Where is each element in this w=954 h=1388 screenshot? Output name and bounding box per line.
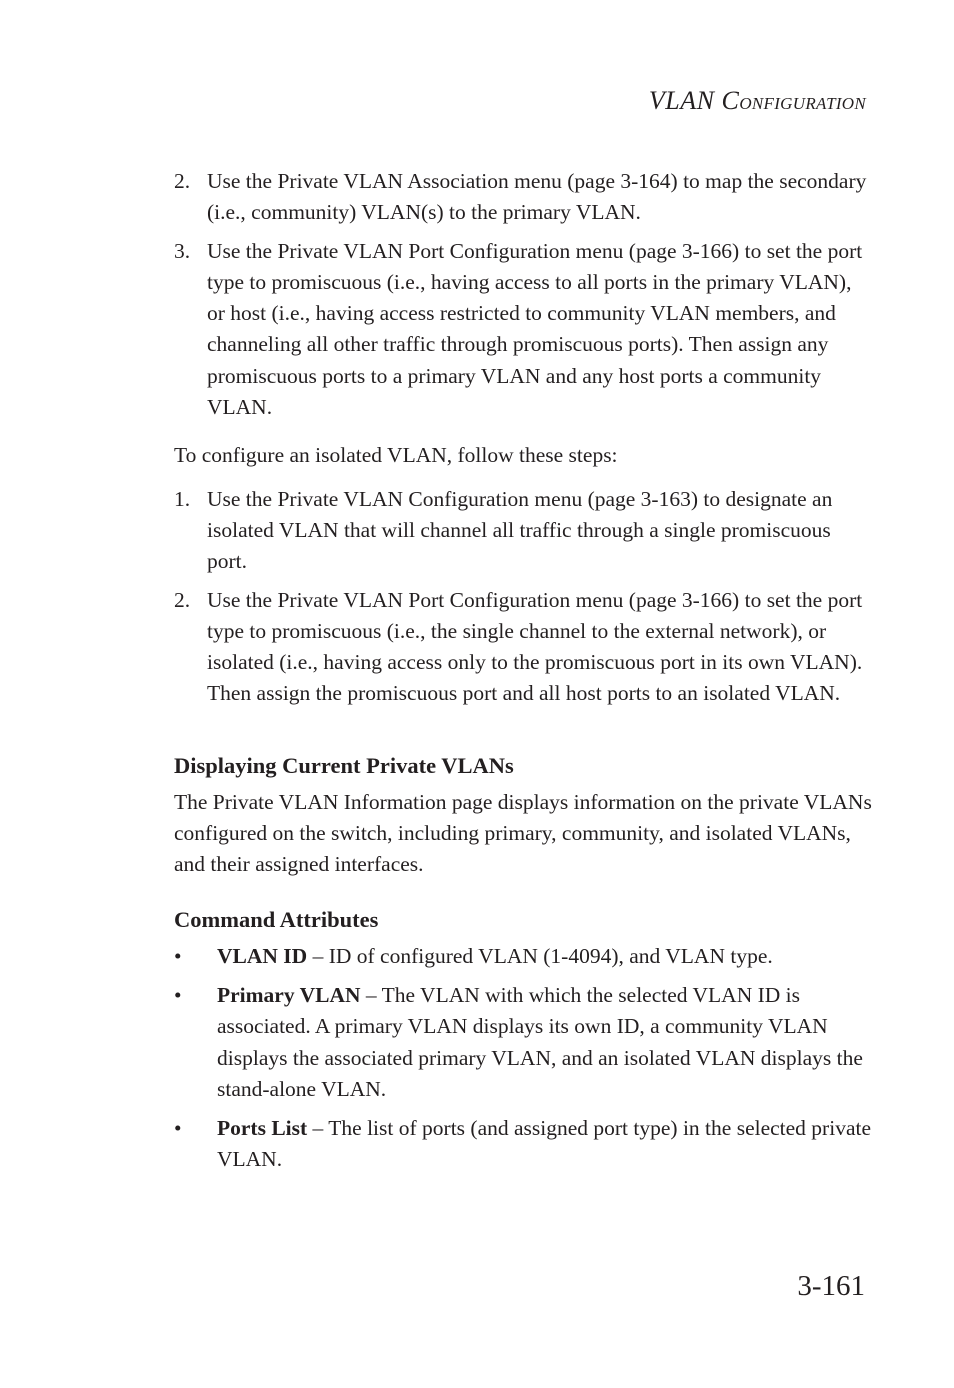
list-item [174,941,874,972]
step-number: 2. [174,169,191,193]
attribute-term: Ports List [217,1116,308,1141]
step-text: Use the Private VLAN Port Configuration menu (page 3-166) to set the port type to promiscuous (i.e., having access to all ports in the primary VLAN), or host (i.e., having access restricted to community VLAN members, and channeling all other traffic through promiscuous ports). Then assign any promiscuous ports to a primary VLAN and any host ports a community VLAN. [207,238,863,420]
section-heading-command-attributes: Command Attributes [174,906,379,932]
isolated-intro-paragraph: To configure an isolated VLAN, follow these steps: [174,443,618,468]
community-steps-list [174,166,874,423]
list-item [174,166,874,229]
bullet-icon: • [174,982,182,1007]
page-content [174,166,874,1184]
attribute-term: Primary VLAN [217,982,361,1007]
bullet-icon: • [174,1116,182,1141]
bullet-icon: • [174,943,182,968]
list-item [174,585,874,710]
step-number: 3. [174,238,191,263]
isolated-steps-list [174,484,874,710]
list-item [174,484,874,578]
page-number: 3-161 [797,1270,865,1302]
list-item [174,1113,874,1176]
attribute-description: – ID of configured VLAN (1-4094), and VLAN type. [307,943,773,968]
attributes-list [174,941,874,1176]
attribute-description: – The VLAN with which the selected VLAN ID is associated. A primary VLAN displays its own ID, a community VLAN displays the associated primary VLAN, and an isolated VLAN displays the stand-alone VLAN. [217,982,863,1101]
list-item [174,236,874,424]
step-text: Use the Private VLAN Port Configuration menu (page 3-166) to set the port type to promiscuous (i.e., the single channel to the external network), or isolated (i.e., having access only to the promiscuous port in its own VLAN). Then assign the promiscuous port and all host ports to an isolated VLAN. [207,587,863,706]
step-text: Use the Private VLAN Configuration menu (page 3-163) to designate an isolated VLAN that will channel all traffic through a single promiscuous port. [207,486,833,574]
attribute-term: VLAN ID [217,943,308,968]
step-number: 2. [174,587,191,612]
step-number: 1. [174,486,191,511]
running-header-title-small: ONFIGURATION [739,94,866,113]
running-header [649,86,866,116]
attribute-description: – The list of ports (and assigned port type) in the selected private VLAN. [217,1116,872,1172]
section-heading-displaying: Displaying Current Private VLANs [174,752,514,778]
section-body-displaying: The Private VLAN Information page displays information on the private VLANs configured on the switch, including primary, community, and isolated VLANs, and their assigned interfaces. [174,789,872,877]
list-item [174,980,874,1105]
running-header-title-big: VLAN C [648,86,740,115]
step-text: Use the Private VLAN Association menu (page 3-164) to map the secondary (i.e., community) VLAN(s) to the primary VLAN. [207,169,867,225]
